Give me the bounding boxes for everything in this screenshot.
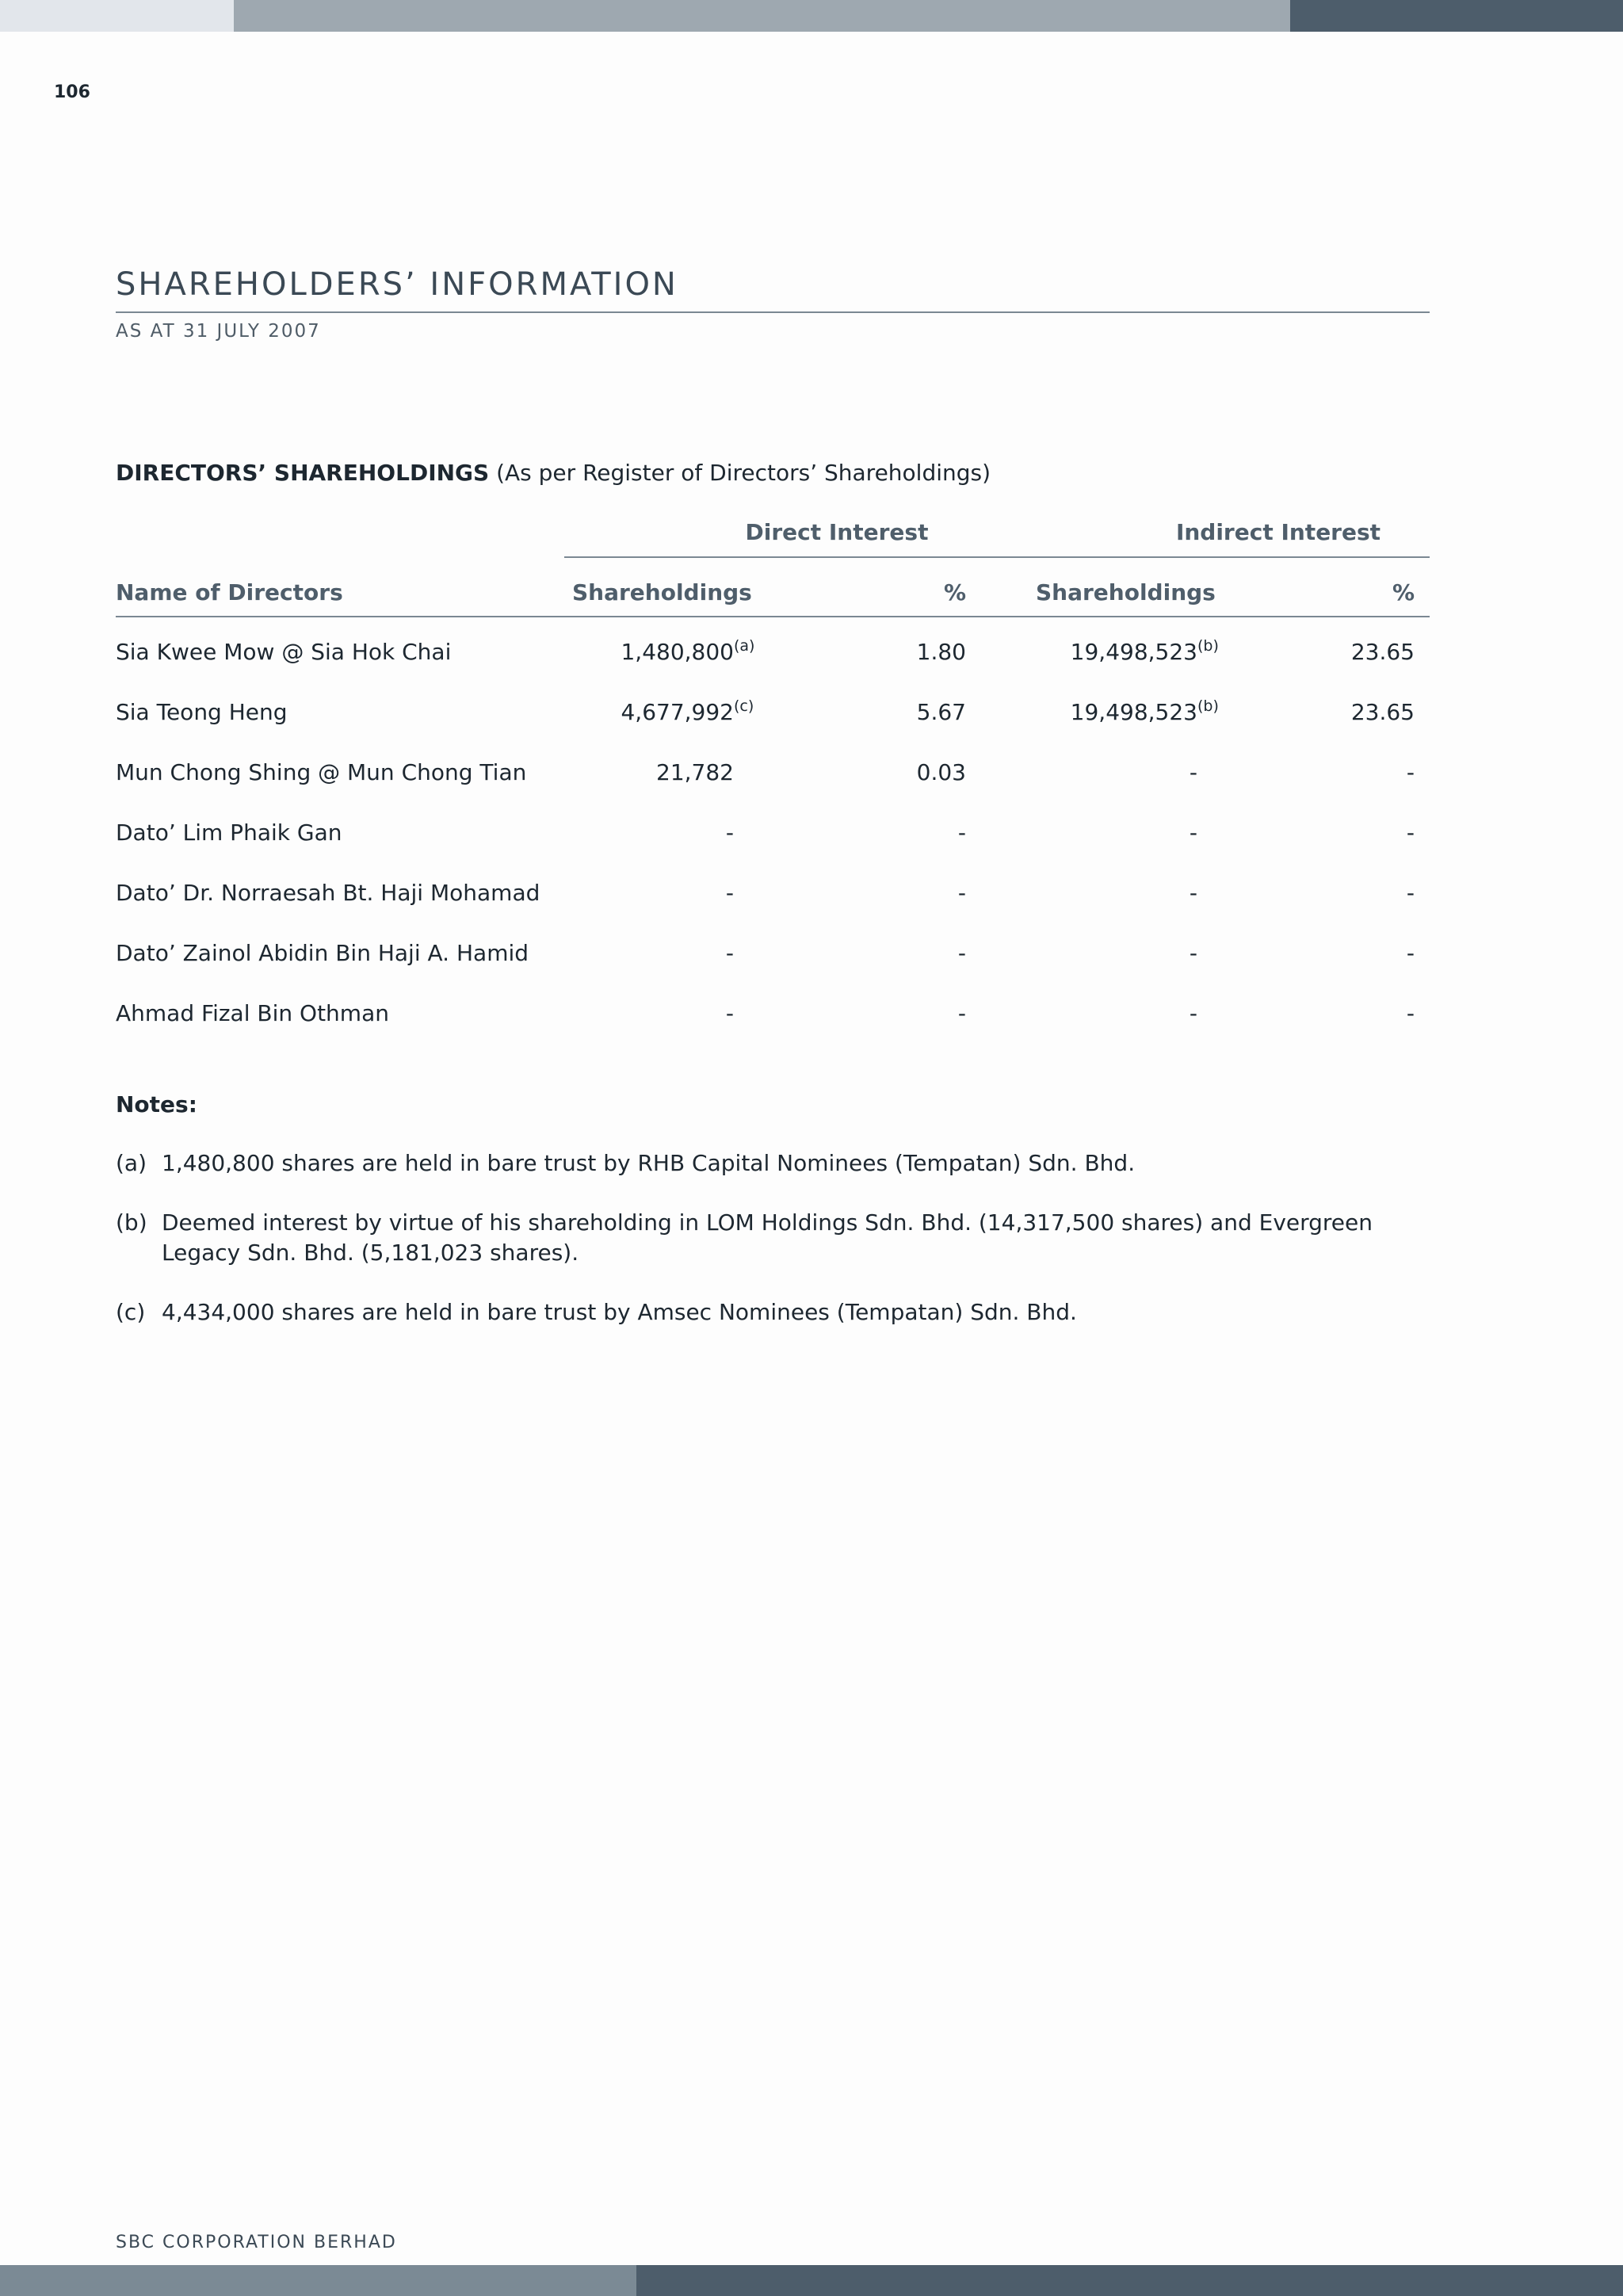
indirect-percent: 23.65 <box>1350 639 1415 665</box>
indirect-interest-header: Indirect Interest <box>1175 519 1381 545</box>
direct-percent: - <box>957 940 966 966</box>
indirect-shareholdings: - <box>1189 940 1197 966</box>
indirect-percent: - <box>1406 759 1415 785</box>
column-header-indirect-shareholdings: Shareholdings <box>1036 579 1216 606</box>
section-heading-bold: DIRECTORS’ SHAREHOLDINGS <box>116 460 490 486</box>
indirect-shareholdings: - <box>1189 1000 1197 1026</box>
direct-note-ref: (a) <box>734 637 755 655</box>
indirect-percent: 23.65 <box>1350 699 1415 725</box>
column-header-direct-shareholdings: Shareholdings <box>572 579 752 606</box>
table-row <box>0 940 1623 980</box>
note-mark: (b) <box>116 1209 147 1236</box>
direct-shareholdings: - <box>725 880 734 906</box>
notes-title: Notes: <box>116 1091 197 1117</box>
column-header-name: Name of Directors <box>116 579 343 606</box>
indirect-shareholdings: - <box>1189 880 1197 906</box>
note-text: 1,480,800 shares are held in bare trust by RHB Capital Nominees (Tempatan) Sdn. Bhd. <box>162 1150 1136 1176</box>
director-name: Sia Kwee Mow @ Sia Hok Chai <box>116 639 452 665</box>
section-heading-rest: (As per Register of Directors’ Shareholdings) <box>489 460 991 486</box>
bottom-bar-light-segment <box>0 2265 636 2296</box>
director-name: Dato’ Zainol Abidin Bin Haji A. Hamid <box>116 940 529 966</box>
top-color-bar <box>0 0 1623 32</box>
page-title: SHAREHOLDERS’ INFORMATION <box>116 266 678 303</box>
top-bar-mid-segment <box>234 0 1290 32</box>
column-header-divider <box>116 616 1430 617</box>
indirect-percent: - <box>1406 819 1415 846</box>
table-row <box>0 639 1623 678</box>
footer-company-name: SBC CORPORATION BERHAD <box>116 2233 397 2252</box>
director-name: Mun Chong Shing @ Mun Chong Tian <box>116 759 527 785</box>
direct-shareholdings: 1,480,800 <box>621 639 734 665</box>
column-header-direct-percent: % <box>943 579 966 606</box>
page-number: 106 <box>54 82 90 102</box>
table-row <box>0 1000 1623 1040</box>
column-header-indirect-percent: % <box>1392 579 1415 606</box>
direct-shareholdings: - <box>725 1000 734 1026</box>
director-name: Ahmad Fizal Bin Othman <box>116 1000 389 1026</box>
direct-percent: 0.03 <box>916 759 966 785</box>
indirect-shareholdings: - <box>1189 819 1197 846</box>
indirect-shareholdings: 19,498,523 <box>1070 639 1197 665</box>
note-mark: (a) <box>116 1150 147 1176</box>
direct-interest-header: Direct Interest <box>745 519 929 545</box>
direct-shareholdings: - <box>725 819 734 846</box>
direct-percent: 5.67 <box>916 699 966 725</box>
note-text: 4,434,000 shares are held in bare trust by Amsec Nominees (Tempatan) Sdn. Bhd. <box>162 1299 1077 1325</box>
indirect-percent: - <box>1406 1000 1415 1026</box>
bottom-bar-dark-segment <box>636 2265 1623 2296</box>
indirect-percent: - <box>1406 880 1415 906</box>
direct-percent: - <box>957 880 966 906</box>
direct-shareholdings: 4,677,992 <box>621 699 734 725</box>
page-subtitle: AS AT 31 JULY 2007 <box>116 321 321 342</box>
top-bar-light-segment <box>0 0 234 32</box>
director-name: Dato’ Dr. Norraesah Bt. Haji Mohamad <box>116 880 540 906</box>
indirect-shareholdings: 19,498,523 <box>1070 699 1197 725</box>
group-header-divider <box>564 556 1430 558</box>
direct-shareholdings: - <box>725 940 734 966</box>
table-row <box>0 699 1623 739</box>
section-heading <box>116 460 991 486</box>
director-name: Sia Teong Heng <box>116 699 288 725</box>
direct-note-ref: (c) <box>734 697 754 715</box>
table-row <box>0 759 1623 799</box>
direct-shareholdings: 21,782 <box>656 759 734 785</box>
direct-percent: - <box>957 1000 966 1026</box>
indirect-note-ref: (b) <box>1197 697 1219 715</box>
indirect-note-ref: (b) <box>1197 637 1219 655</box>
note-mark: (c) <box>116 1299 146 1325</box>
director-name: Dato’ Lim Phaik Gan <box>116 819 342 846</box>
indirect-shareholdings: - <box>1189 759 1197 785</box>
direct-percent: - <box>957 819 966 846</box>
title-divider <box>116 311 1430 313</box>
indirect-percent: - <box>1406 940 1415 966</box>
top-bar-dark-segment <box>1290 0 1623 32</box>
table-row <box>0 819 1623 859</box>
note-text: Deemed interest by virtue of his shareholding in LOM Holdings Sdn. Bhd. (14,317,500 shares) and Evergreen Legacy Sdn. Bhd. (5,181,023 shares). <box>162 1209 1373 1266</box>
table-row <box>0 880 1623 919</box>
direct-percent: 1.80 <box>916 639 966 665</box>
bottom-color-bar <box>0 2265 1623 2296</box>
